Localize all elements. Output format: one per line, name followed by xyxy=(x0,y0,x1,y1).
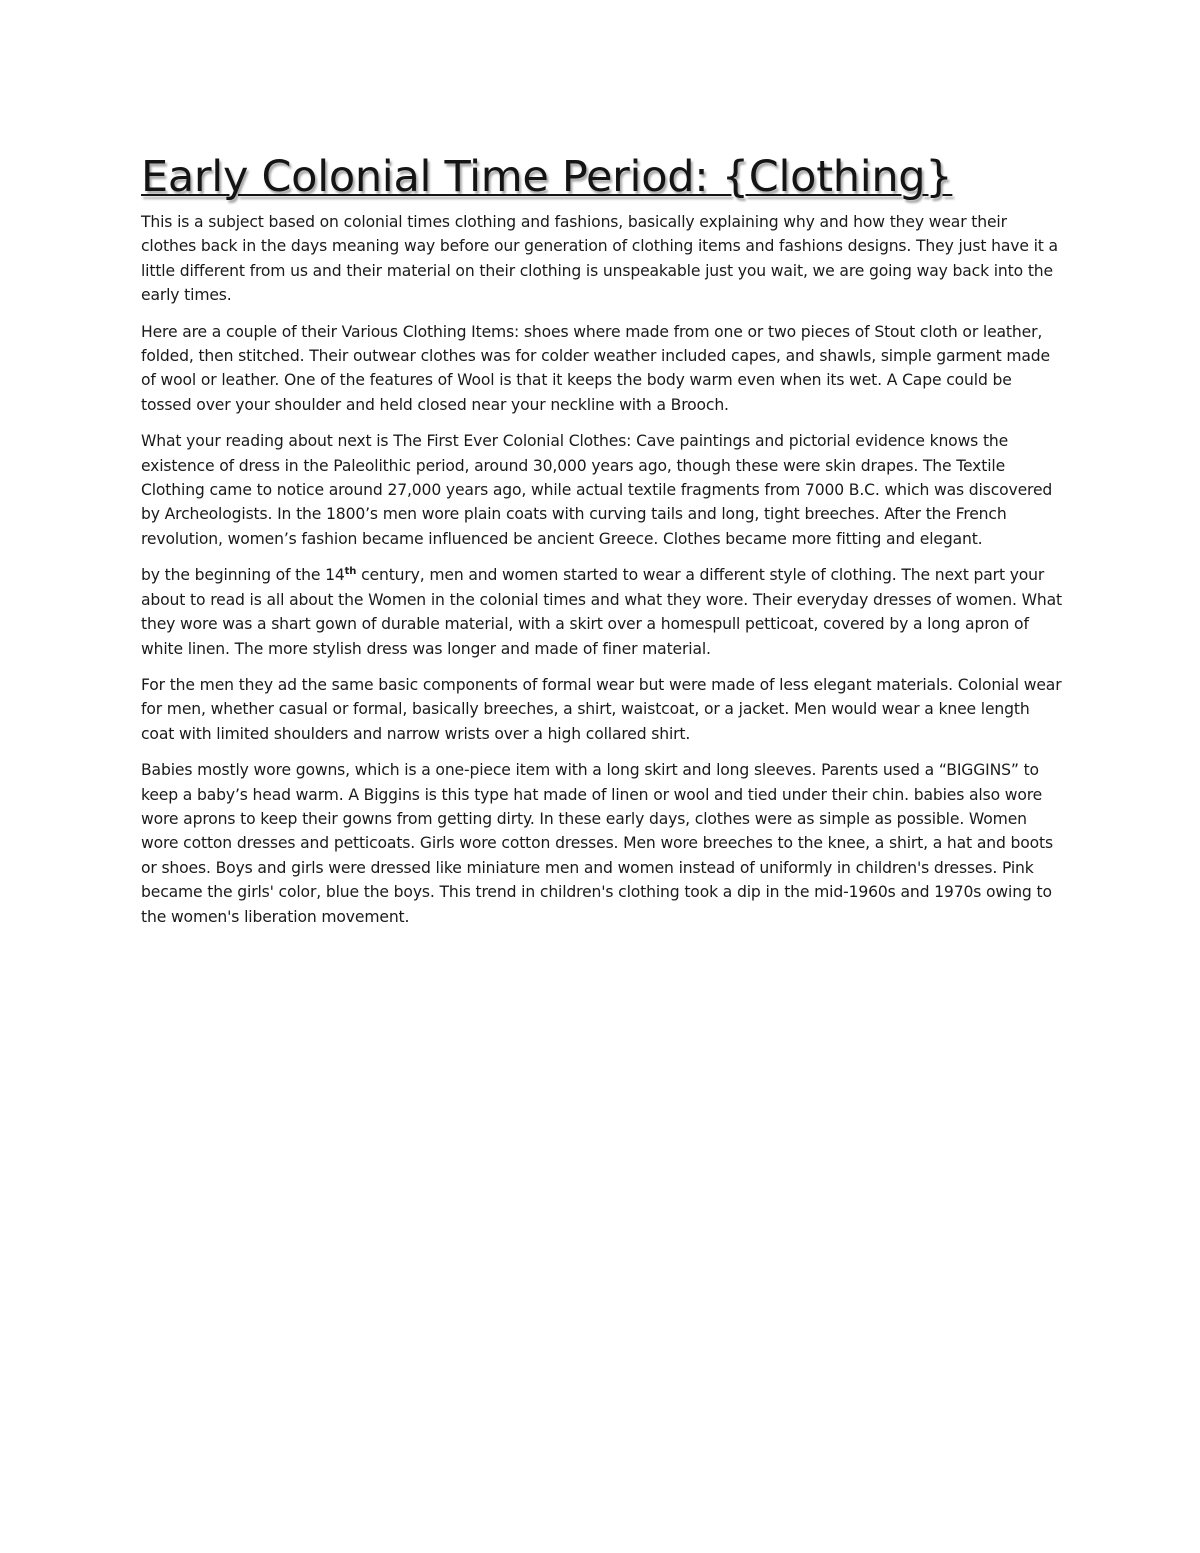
paragraph-women xyxy=(141,563,1063,661)
document-title: Early Colonial Time Period: {Clothing} xyxy=(141,152,953,202)
paragraph-women-rest: century, men and women started to wear a different style of clothing. The next part your about to read is all about the Women in the colonial times and what they wore. Their everyday dresses of women. What they wore was a shart gown of durable material, with a skirt over a homespull petticoat, covered by a long apron of white linen. The more stylish dress was longer and made of finer material. xyxy=(141,566,1062,658)
ordinal-suffix: th xyxy=(344,566,357,578)
paragraph-women-start: by the beginning of the 14 xyxy=(141,566,345,585)
paragraph-men: For the men they ad the same basic components of formal wear but were made of less elegant materials. Colonial wear for men, whether casual or formal, basically breeches, a shirt, waistcoat, or a jacket. Men would wear a knee length coat with limited shoulders and narrow wrists over a high collared shirt. xyxy=(141,675,1062,743)
document-body xyxy=(141,150,1063,941)
paragraph-intro: This is a subject based on colonial times clothing and fashions, basically explaining why and how they wear their clothes back in the days meaning way before our generation of clothing items and fashions designs. They just have it a little different from us and their material on their clothing is unspeakable just you wait, we are going way back into the early times. xyxy=(141,213,1058,305)
paragraph-first-clothes: What your reading about next is The First Ever Colonial Clothes: Cave paintings and pictorial evidence knows the existence of dress in the Paleolithic period, around 30,000 years ago, though these were skin drapes. The Textile Clothing came to notice around 27,000 years ago, while actual textile fragments from 7000 B.C. which was discovered by Archeologists. In the 1800’s men wore plain coats with curving tails and long, tight breeches. After the French revolution, women’s fashion became influenced be ancient Greece. Clothes became more fitting and elegant. xyxy=(141,432,1053,548)
paragraph-clothing-items: Here are a couple of their Various Clothing Items: shoes where made from one or two pieces of Stout cloth or leather, folded, then stitched. Their outwear clothes was for colder weather included capes, and shawls, simple garment made of wool or leather. One of the features of Wool is that it keeps the body warm even when its wet. A Cape could be tossed over your shoulder and held closed near your neckline with a Brooch. xyxy=(141,322,1050,414)
paragraph-babies: Babies mostly wore gowns, which is a one-piece item with a long skirt and long sleeves. Parents used a “BIGGINS” to keep a baby’s head warm. A Biggins is this type hat made of linen or wool and tied under their chin. babies also wore wore aprons to keep their gowns from getting dirty. In these early days, clothes were as simple as possible. Women wore cotton dresses and petticoats. Girls wore cotton dresses. Men wore breeches to the knee, a shirt, a hat and boots or shoes. Boys and girls were dressed like miniature men and women instead of uniformly in children's dresses. Pink became the girls' color, blue the boys. This trend in children's clothing took a dip in the mid-1960s and 1970s owing to the women's liberation movement. xyxy=(141,761,1053,926)
